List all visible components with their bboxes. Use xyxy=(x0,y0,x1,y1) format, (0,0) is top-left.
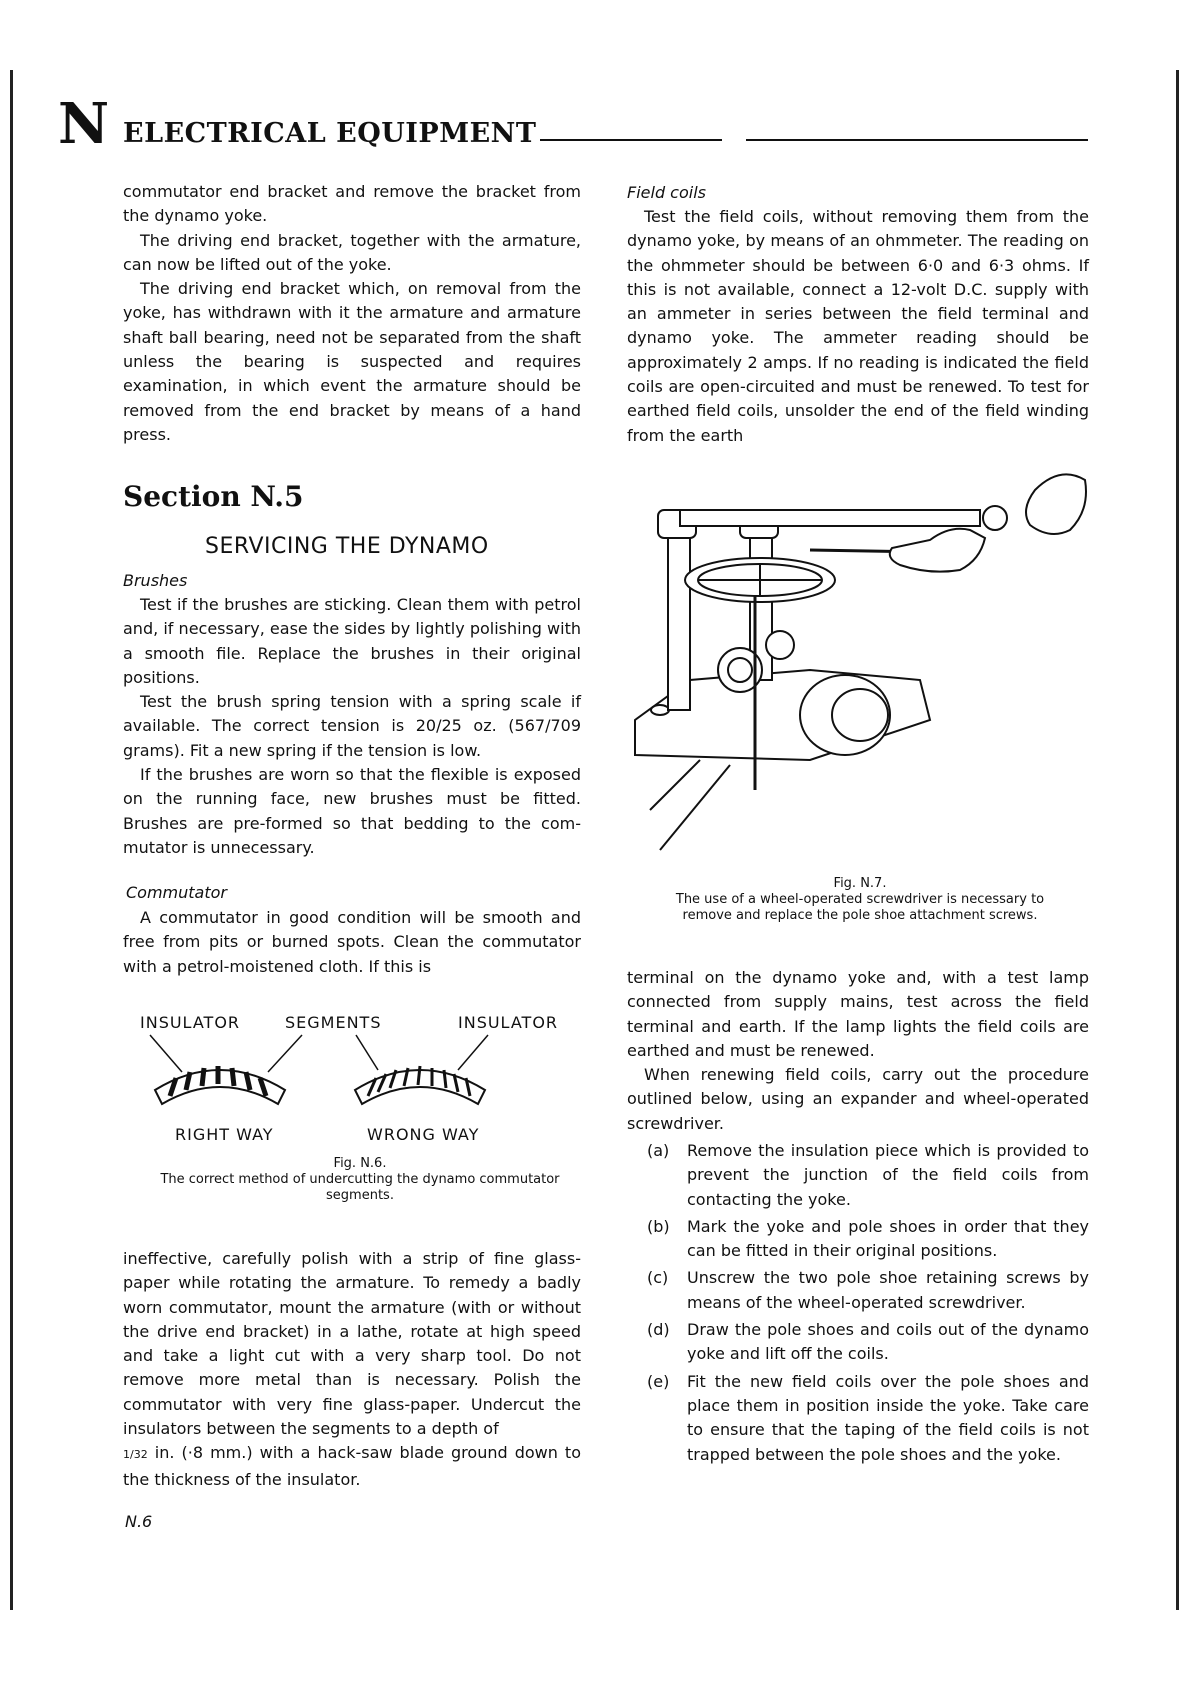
list-item xyxy=(627,1266,1089,1315)
paragraph: ineffective, carefully polish with a strip of fine glasspaper while rotating the armature. To remedy a badly worn commutator, mount the armature (with or without the drive end bracket) in a lathe, rotate at high speed and take a light cut with a very sharp tool. Do not remove more metal than is necessary. Polish the commutator with very fine glass-paper. Undercut the insulators between the segments to a depth of xyxy=(123,1249,581,1439)
leader-line xyxy=(268,1035,302,1072)
hand-left xyxy=(890,529,985,572)
paragraph: When renewing field coils, carry out the procedure outlined below, using an expander and wheel-operated screwdriver. xyxy=(627,1065,1089,1133)
leader-line xyxy=(150,1035,182,1072)
list-item xyxy=(627,1318,1089,1367)
step-marker: (e) xyxy=(647,1371,670,1391)
intro-text xyxy=(123,180,581,447)
paragraph xyxy=(123,1441,581,1492)
commutator-text xyxy=(123,906,581,979)
commutator-heading: Commutator xyxy=(126,883,227,902)
list-item xyxy=(627,1215,1089,1264)
header-rule-left xyxy=(540,139,722,141)
field-coils-continued xyxy=(627,966,1089,1136)
paragraph-end: in. (·8 mm.) with a hack-saw blade ground down to the thickness of the insulator. xyxy=(123,1443,581,1489)
header-rule-right xyxy=(746,139,1088,141)
label-right-way: RIGHT WAY xyxy=(175,1125,274,1144)
commutator-diagram xyxy=(120,1030,580,1115)
commutator-right-way xyxy=(155,1066,285,1104)
figure-n7-text: The use of a wheel-operated screwdriver is necessary to remove and replace the pole shoe attachment screws. xyxy=(675,892,1045,923)
page-edge-right xyxy=(1176,70,1179,1610)
paragraph: commutator end bracket and remove the bracket from the dynamo yoke. xyxy=(123,182,581,226)
bar-end xyxy=(983,506,1007,530)
paragraph: Test the field coils, without removing them from the dynamo yoke, by means of an ohmmeter. The reading on the ohmmeter should be between 6·0 and 6·3 ohms. If this is not available, connect a 12-volt D.C. supply with an ammeter in series between the field terminal and dynamo yoke. The ammeter reading should be approximately 2 amps. If no reading is indicated the field coils are open-circuited and must be renewed. To test for earthed field coils, unsolder the end of the field winding from the earth xyxy=(627,207,1089,445)
step-text: Unscrew the two pole shoe retaining screws by means of the wheel-operated screwdriver. xyxy=(687,1268,1089,1312)
paragraph: The driving end bracket which, on removal from the yoke, has withdrawn with it the armature and armature shaft ball bearing, need not be separated from the shaft unless the bearing is suspected and requires examination, in which event the armature should be removed from the end bracket by means of a hand press. xyxy=(123,279,581,444)
figure-n6-text: The correct method of undercutting the dynamo commutator segments. xyxy=(160,1172,560,1203)
procedure-steps xyxy=(627,1139,1089,1470)
list-item xyxy=(627,1139,1089,1212)
section-title: Section N.5 xyxy=(123,480,304,513)
figure-n7-number: Fig. N.7. xyxy=(833,876,887,891)
paragraph: terminal on the dynamo yoke and, with a test lamp connected from supply mains, test across the field terminal and earth. If the lamp lights the field coils are earthed and must be renewed. xyxy=(627,968,1089,1060)
step-text: Fit the new field coils over the pole shoes and place them in position inside the yoke. Take care to ensure that the taping of the field coils is not trapped between the pole shoes and the yoke. xyxy=(687,1371,1089,1464)
brushes-text xyxy=(123,593,581,860)
hand-right xyxy=(1026,474,1086,534)
dynamo-yoke xyxy=(800,675,890,755)
list-item xyxy=(627,1370,1089,1467)
page-number: N.6 xyxy=(125,1512,153,1531)
step-text: Remove the insulation piece which is provided to prevent the junction of the field coils from contacting the yoke. xyxy=(687,1141,1089,1209)
label-insulator-left: INSULATOR xyxy=(140,1013,241,1032)
step-marker: (d) xyxy=(647,1320,670,1340)
paragraph: If the brushes are worn so that the flexible is exposed on the running face, new brushes must be fitted. Brushes are pre-formed so that bedding to the commutator is unnecessary. xyxy=(123,765,581,857)
leader-line xyxy=(458,1035,488,1070)
figure-n7-caption xyxy=(650,876,1070,924)
pillar-left xyxy=(668,530,690,710)
paragraph: The driving end bracket, together with the armature, can now be lifted out of the yoke. xyxy=(123,230,581,274)
label-insulator-right: INSULATOR xyxy=(458,1013,559,1032)
label-segments: SEGMENTS xyxy=(285,1013,382,1032)
chapter-letter: N xyxy=(58,91,110,157)
field-coils-heading: Field coils xyxy=(627,183,706,202)
commutator-continued xyxy=(123,1247,581,1492)
fraction: 1/32 xyxy=(123,1448,148,1462)
paragraph: Test the brush spring tension with a spring scale if available. The correct tension is 20/25 oz. (567/709 grams). Fit a new spring if the tension is low. xyxy=(123,692,581,760)
step-text: Mark the yoke and pole shoes in order that they can be fitted in their original positions. xyxy=(687,1216,1089,1261)
stand-leg xyxy=(650,760,700,810)
leader-line xyxy=(356,1035,378,1070)
figure-n6-number: Fig. N.6. xyxy=(333,1156,387,1171)
figure-n6-caption xyxy=(150,1156,570,1204)
step-marker: (c) xyxy=(647,1268,669,1288)
step-marker: (b) xyxy=(647,1216,670,1236)
section-subtitle: SERVICING THE DYNAMO xyxy=(205,534,489,559)
top-bar xyxy=(680,510,980,526)
brushes-heading: Brushes xyxy=(123,571,188,590)
page-edge-left xyxy=(10,70,13,1610)
commutator-wrong-way xyxy=(355,1066,485,1104)
stand-leg xyxy=(660,765,730,850)
chapter-title: ELECTRICAL EQUIPMENT xyxy=(123,118,537,149)
step-marker: (a) xyxy=(647,1141,670,1160)
field-coils-text xyxy=(627,205,1089,448)
label-wrong-way: WRONG WAY xyxy=(367,1125,480,1144)
paragraph: A commutator in good condition will be smooth and free from pits or burned spots. Clean the commutator with a petrol-moistened cloth. If this is xyxy=(123,908,581,976)
screwdriver-illustration xyxy=(630,470,1090,870)
step-text: Draw the pole shoes and coils out of the dynamo yoke and lift off the coils. xyxy=(687,1320,1089,1364)
paragraph: Test if the brushes are sticking. Clean them with petrol and, if necessary, ease the sides by lightly polishing with a smooth file. Replace the brushes in their original positions. xyxy=(123,595,581,687)
